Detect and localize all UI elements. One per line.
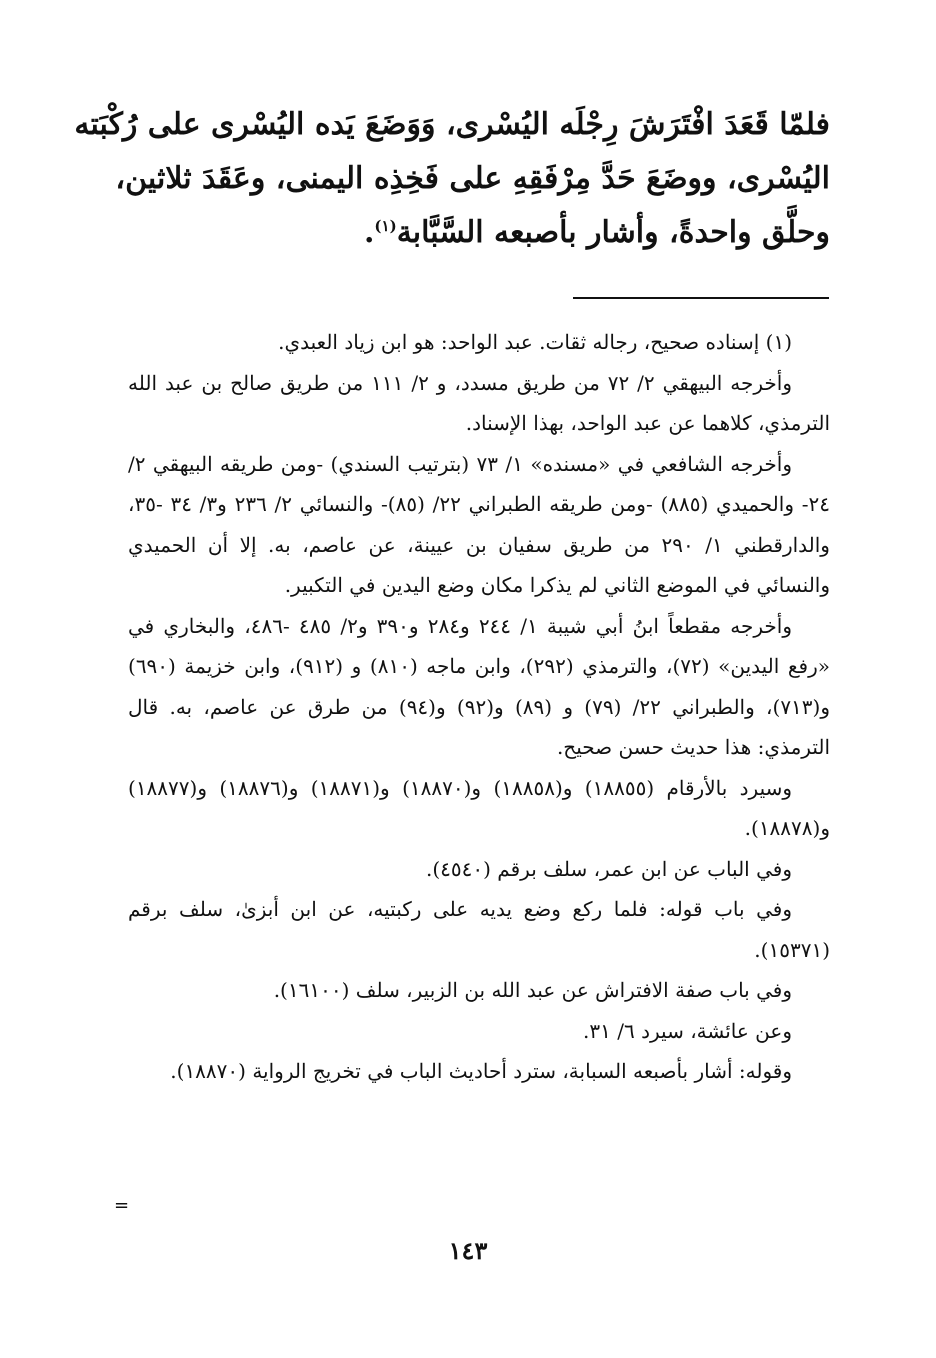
hadith-line-3 bbox=[128, 206, 830, 260]
footnote-paragraph: وأخرجه البيهقي ٢/ ٧٢ من طريق مسدد، و ٢/ ١١١ من طريق صالح بن عبد الله الترمذي، كلاهما عن عبد الواحد، بهذا الإسناد. bbox=[128, 370, 830, 435]
hadith-line-2: اليُسْرى، ووضَعَ حَدَّ مِرْفَقِهِ على فَخِذِه اليمنى، وعَقَدَ ثلاثين، bbox=[115, 161, 830, 196]
footnote-paragraph: وفي الباب عن ابن عمر، سلف برقم (٤٥٤٠). bbox=[426, 856, 792, 881]
footnote-separator bbox=[573, 297, 829, 299]
footnotes-section bbox=[128, 322, 830, 1092]
hadith-text bbox=[74, 98, 830, 260]
footnote-paragraph: (١) إسناده صحيح، رجاله ثقات. عبد الواحد: هو ابن زياد العبدي. bbox=[278, 330, 792, 354]
footnote-paragraph: وفي باب صفة الافتراش عن عبد الله بن الزبير، سلف (١٦١٠٠). bbox=[273, 978, 792, 1002]
continuation-mark: = bbox=[114, 1195, 130, 1216]
hadith-line-3-text: وحلَّق واحدةً، وأشار بأصبعه السَّبَّابة bbox=[396, 215, 830, 250]
footnote-reference: (١) bbox=[374, 217, 397, 235]
footnote-paragraph: وعن عائشة، سيرد ٦/ ٣١. bbox=[583, 1018, 792, 1043]
hadith-line-1: فلمّا قَعَدَ افْتَرَشَ رِجْلَه اليُسْرى، وَوَضَعَ يَده اليُسْرى على رُكْبَته bbox=[74, 107, 830, 142]
footnote-paragraph: وفي باب قوله: فلما ركع وضع يديه على ركبتيه، عن ابن أبزىٰ، سلف برقم (١٥٣٧١). bbox=[128, 897, 830, 962]
page-number: ١٤٣ bbox=[448, 1236, 488, 1265]
footnote-paragraph: وأخرجه الشافعي في «مسنده» ١/ ٧٣ (بترتيب السندي) -ومن طريقه البيهقي ٢/ ٢٤- والحميدي (٨٨٥) -ومن طريقه الطبراني ٢٢/ (٨٥)- والنسائي ٢/ ٢٣٦ و٣/ ٣٤ -٣٥، والدارقطني ١/ ٢٩٠ من طريق سفيان بن عيينة، عن عاصم، به. إلا أن الحميدي والنسائي في الموضع الثاني لم يذكرا مكان وضع اليدين في التكبير. bbox=[128, 451, 830, 597]
footnote-paragraph: وقوله: أشار بأصبعه السبابة، سترد أحاديث الباب في تخريج الرواية (١٨٨٧٠). bbox=[170, 1059, 792, 1083]
footnote-paragraph: وأخرجه مقطعاً ابنُ أبي شيبة ١/ ٢٤٤ و٢٨٤ و٣٩٠ و٢/ ٤٨٥ -٤٨٦، والبخاري في «رفع اليدين» (٧٢)، والترمذي (٢٩٢)، وابن ماجه (٨١٠) و (٩١٢)، وابن خزيمة (٦٩٠) و(٧١٣)، والطبراني ٢٢/ (٧٩) و (٨٩) و(٩٢) و(٩٤) من طرق عن عاصم، به. قال الترمذي: هذا حديث حسن صحيح. bbox=[128, 613, 831, 759]
footnote-paragraph: وسيرد بالأرقام (١٨٨٥٥) و(١٨٨٥٨) و(١٨٨٧٠) و(١٨٨٧١) و(١٨٨٧٦) و(١٨٨٧٧) و(١٨٨٧٨). bbox=[128, 775, 830, 840]
hadith-end-mark: . bbox=[363, 215, 375, 250]
